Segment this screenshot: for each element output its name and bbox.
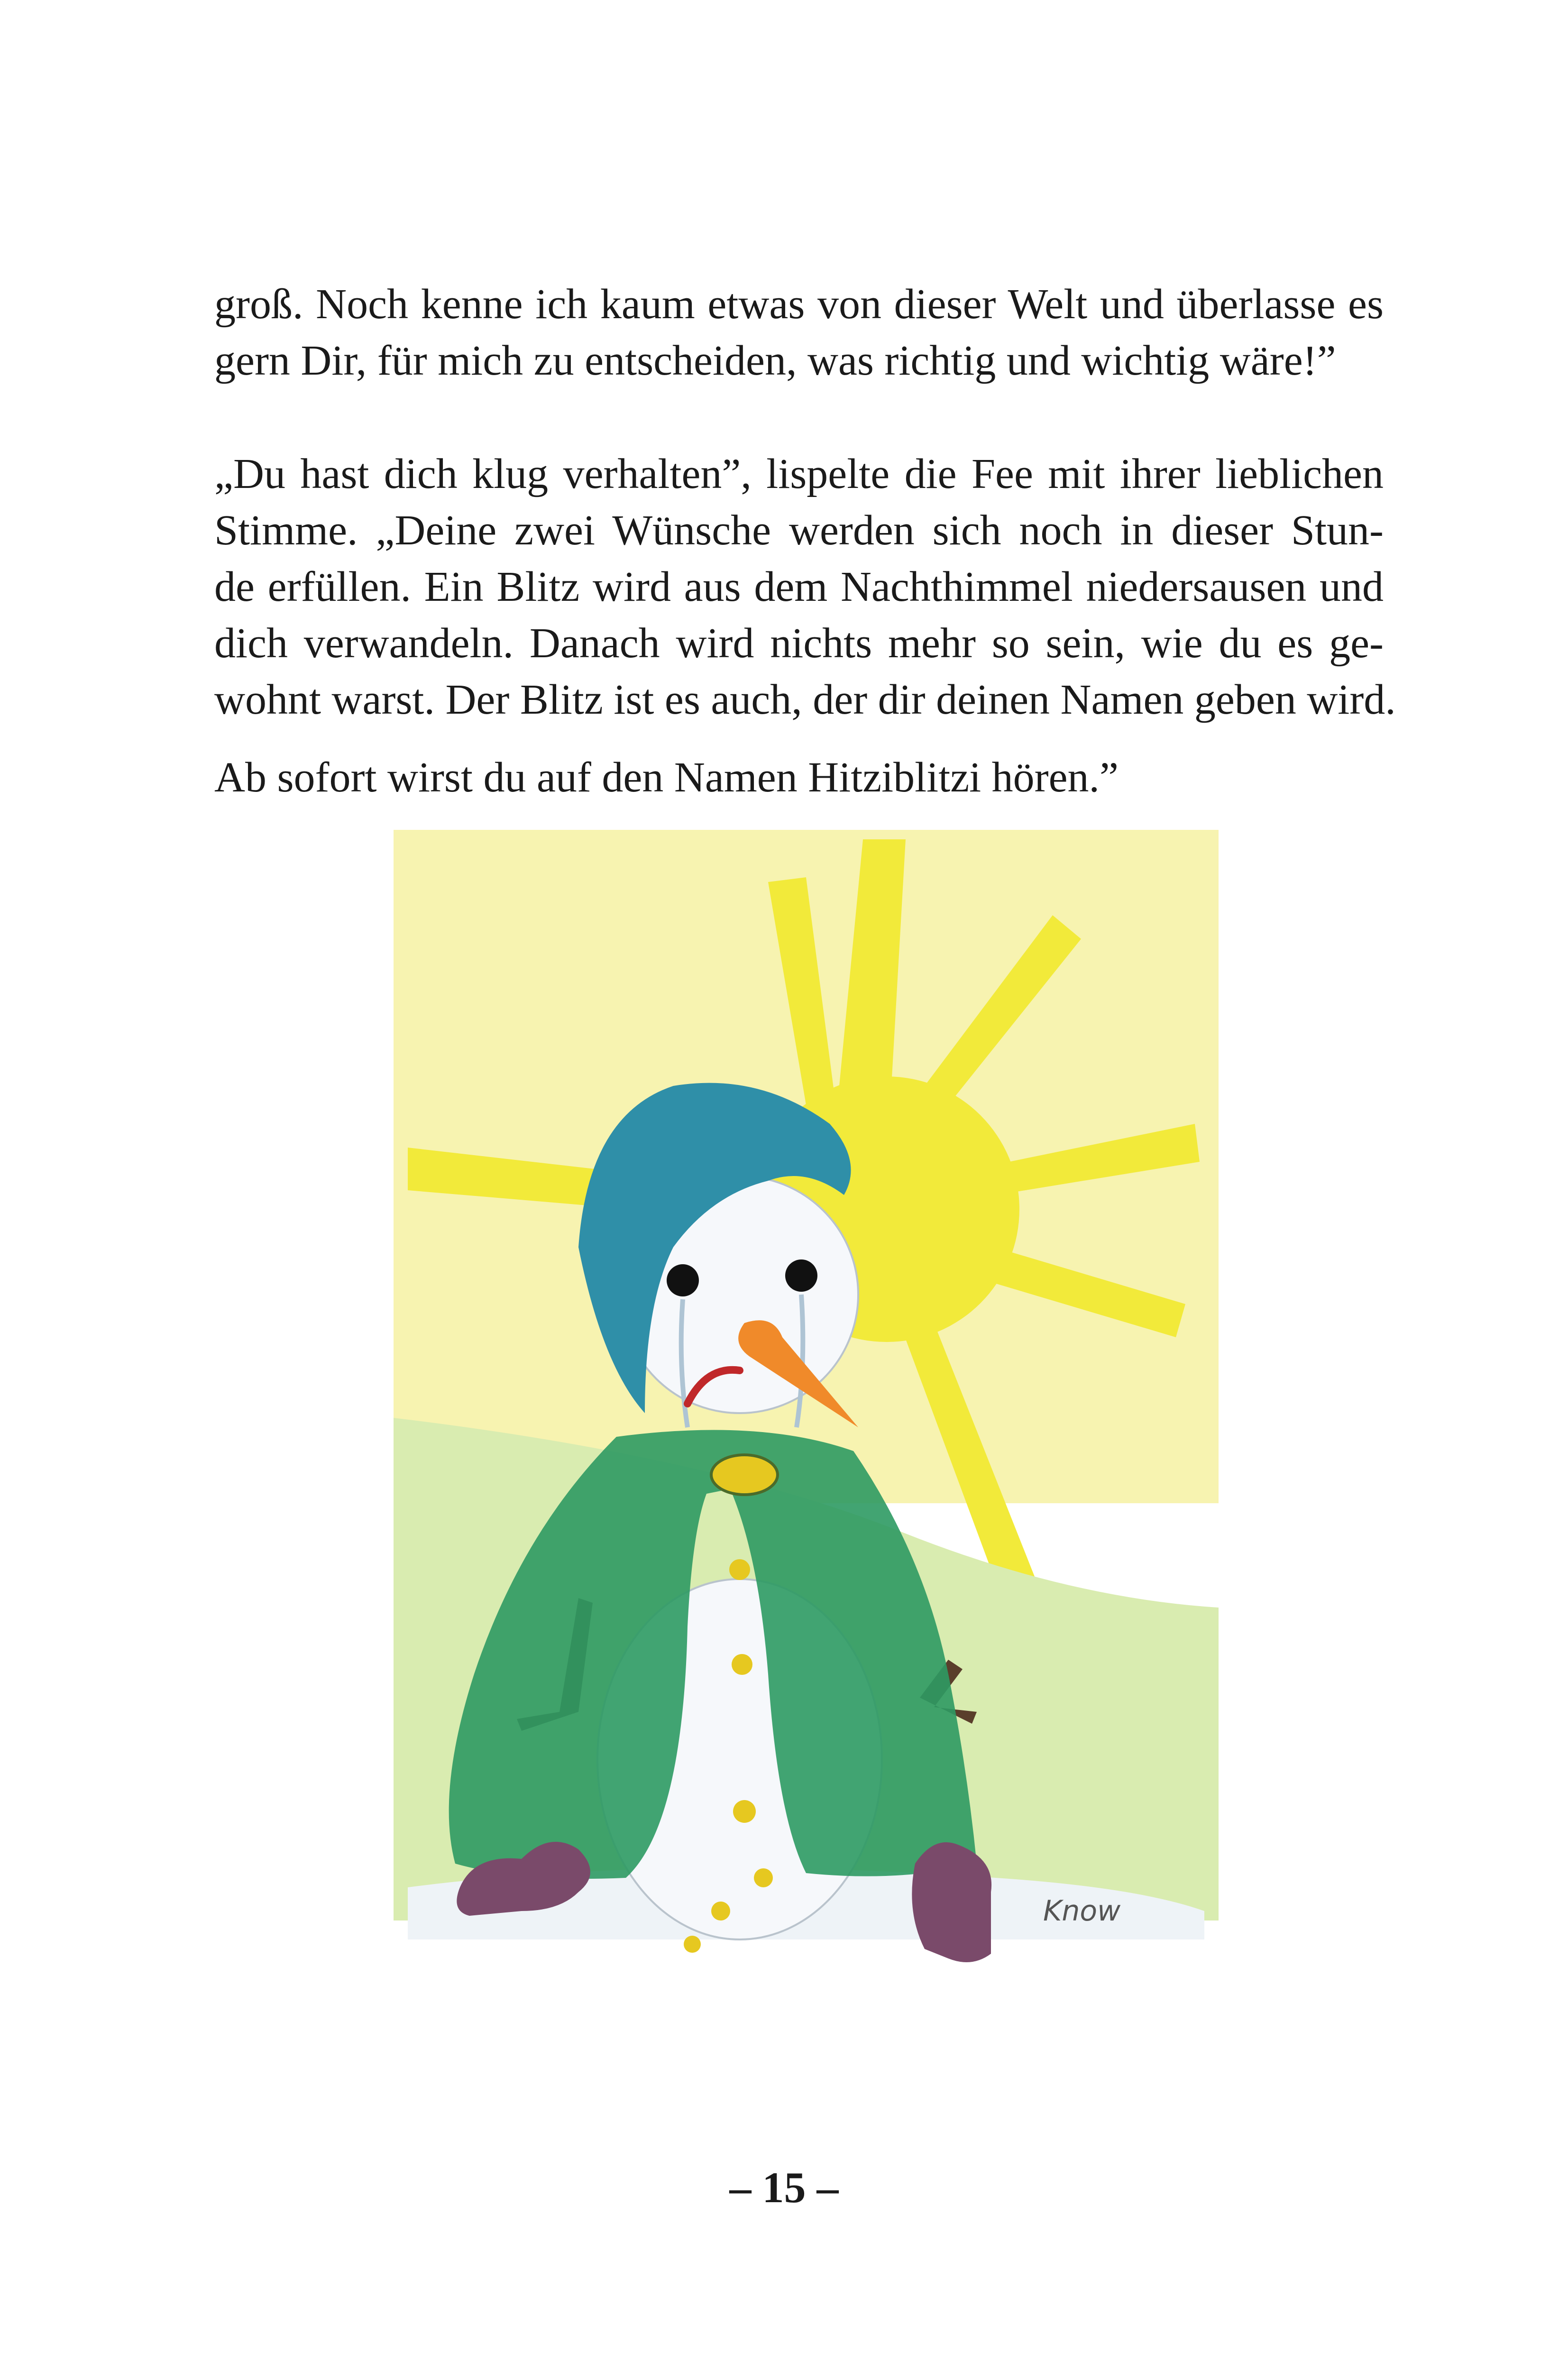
snowman-illustration [379, 820, 1233, 1996]
text-line: gern Dir, für mich zu entscheiden, was richtig und wichtig wäre!” [214, 337, 1336, 384]
text-line: groß. Noch kenne ich kaum etwas von dieser Welt und überlasse es [214, 281, 1384, 328]
paragraph-3 [214, 749, 1384, 806]
text-line: de erfüllen. Ein Blitz wird aus dem Nachthimmel niedersausen und [214, 563, 1384, 610]
text-line: Stimme. „Deine zwei Wünsche werden sich noch in dieser Stun- [214, 507, 1384, 554]
text-line: dich verwandeln. Danach wird nichts mehr so sein, wie du es ge- [214, 620, 1384, 667]
paragraph-2 [214, 446, 1396, 728]
artist-signature: Know [1043, 1894, 1121, 1928]
paragraph-1 [214, 276, 1384, 389]
text-line: Ab sofort wirst du auf den Namen Hitziblitzi hören.” [214, 754, 1119, 801]
page-number: – 15 – [729, 2163, 839, 2212]
text-line: wohnt warst. Der Blitz ist es auch, der dir deinen Namen geben wird. [214, 676, 1396, 723]
text-line: „Du hast dich klug verhalten”, lispelte die Fee mit ihrer lieblichen [214, 450, 1384, 497]
illustration-drawing [379, 820, 1233, 1996]
